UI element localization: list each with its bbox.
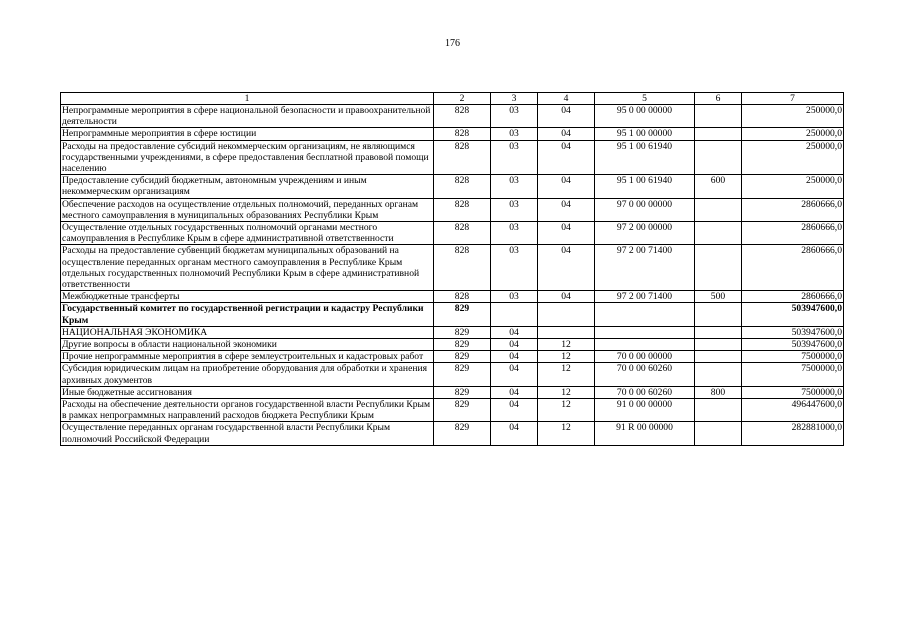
header-col-1: 1 [61, 93, 434, 105]
row-target-article-cell: 70 0 00 60260 [595, 363, 695, 386]
row-subsection-cell: 04 [538, 105, 595, 128]
row-admin-code-cell: 828 [434, 128, 491, 140]
row-target-article-cell: 97 0 00 00000 [595, 198, 695, 221]
row-expense-type-cell: 800 [695, 386, 742, 398]
row-section-cell: 04 [491, 326, 538, 338]
row-name-cell: Расходы на обеспечение деятельности органов государственной власти Республики Крым в рамках непрограммных направлений расходов бюджета Республики Крым [61, 399, 434, 422]
row-name-cell: Межбюджетные трансферты [61, 291, 434, 303]
row-section-cell: 03 [491, 175, 538, 198]
row-admin-code-cell: 829 [434, 399, 491, 422]
row-expense-type-cell [695, 326, 742, 338]
row-name-cell: Прочие непрограммные мероприятия в сфере землеустроительных и кадастровых работ [61, 351, 434, 363]
table-row [61, 351, 844, 363]
row-target-article-cell: 97 2 00 71400 [595, 245, 695, 291]
row-amount-cell: 503947600,0 [742, 339, 844, 351]
row-name-cell: Иные бюджетные ассигнования [61, 386, 434, 398]
row-subsection-cell: 12 [538, 399, 595, 422]
row-expense-type-cell [695, 222, 742, 245]
row-admin-code-cell: 828 [434, 175, 491, 198]
table-row [61, 326, 844, 338]
row-amount-cell: 503947600,0 [742, 326, 844, 338]
row-amount-cell: 2860666,0 [742, 245, 844, 291]
row-amount-cell: 503947600,0 [742, 303, 844, 326]
row-amount-cell: 250000,0 [742, 105, 844, 128]
row-subsection-cell: 04 [538, 175, 595, 198]
row-admin-code-cell: 828 [434, 198, 491, 221]
table-row [61, 386, 844, 398]
row-expense-type-cell [695, 105, 742, 128]
row-subsection-cell: 04 [538, 291, 595, 303]
budget-table [60, 92, 844, 446]
table-row [61, 422, 844, 445]
row-expense-type-cell [695, 303, 742, 326]
row-admin-code-cell: 829 [434, 422, 491, 445]
row-section-cell: 03 [491, 222, 538, 245]
row-amount-cell: 2860666,0 [742, 291, 844, 303]
row-expense-type-cell [695, 399, 742, 422]
table-row [61, 245, 844, 291]
row-subsection-cell: 04 [538, 222, 595, 245]
row-subsection-cell: 12 [538, 422, 595, 445]
row-amount-cell: 282881000,0 [742, 422, 844, 445]
table-row [61, 339, 844, 351]
row-admin-code-cell: 829 [434, 363, 491, 386]
row-name-cell: Другие вопросы в области национальной экономики [61, 339, 434, 351]
row-subsection-cell: 12 [538, 386, 595, 398]
row-admin-code-cell: 828 [434, 140, 491, 175]
row-subsection-cell: 04 [538, 245, 595, 291]
row-section-cell: 03 [491, 140, 538, 175]
row-section-cell: 04 [491, 422, 538, 445]
row-target-article-cell [595, 303, 695, 326]
row-admin-code-cell: 829 [434, 339, 491, 351]
row-section-cell: 03 [491, 105, 538, 128]
row-section-cell: 03 [491, 245, 538, 291]
row-subsection-cell: 04 [538, 140, 595, 175]
row-expense-type-cell [695, 351, 742, 363]
row-subsection-cell: 04 [538, 128, 595, 140]
row-amount-cell: 250000,0 [742, 175, 844, 198]
row-section-cell: 04 [491, 363, 538, 386]
row-target-article-cell: 97 2 00 00000 [595, 222, 695, 245]
row-name-cell: Субсидия юридическим лицам на приобретение оборудования для обработки и хранения архивных документов [61, 363, 434, 386]
row-amount-cell: 250000,0 [742, 128, 844, 140]
row-target-article-cell: 95 1 00 61940 [595, 175, 695, 198]
row-expense-type-cell: 500 [695, 291, 742, 303]
table-row [61, 140, 844, 175]
table-row [61, 222, 844, 245]
row-subsection-cell: 12 [538, 339, 595, 351]
row-name-cell: Осуществление отдельных государственных полномочий органами местного самоуправления в Республике Крым в сфере административной ответственности [61, 222, 434, 245]
row-amount-cell: 496447600,0 [742, 399, 844, 422]
row-amount-cell: 7500000,0 [742, 386, 844, 398]
row-section-cell: 04 [491, 339, 538, 351]
header-col-5: 5 [595, 93, 695, 105]
row-subsection-cell: 12 [538, 351, 595, 363]
row-target-article-cell [595, 339, 695, 351]
header-col-4: 4 [538, 93, 595, 105]
page-number: 176 [445, 38, 460, 49]
row-name-cell: Расходы на предоставление субсидий некоммерческим организациям, не являющимся государственными учреждениями, в сфере предоставления бесплатной правовой помощи населению [61, 140, 434, 175]
row-target-article-cell: 91 R 00 00000 [595, 422, 695, 445]
table-row [61, 198, 844, 221]
row-name-cell: Осуществление переданных органам государственной власти Республики Крым полномочий Российской Федерации [61, 422, 434, 445]
row-section-cell: 03 [491, 128, 538, 140]
row-admin-code-cell: 828 [434, 245, 491, 291]
row-name-cell: Непрограммные мероприятия в сфере национальной безопасности и правоохранительной деятельности [61, 105, 434, 128]
row-target-article-cell: 70 0 00 00000 [595, 351, 695, 363]
row-admin-code-cell: 828 [434, 291, 491, 303]
row-name-cell: Расходы на предоставление субвенций бюджетам муниципальных образований на осуществление переданных органам местного самоуправления в Республике Крым отдельных государственных полномочий Республики Крым в сфере административной ответственности [61, 245, 434, 291]
table-row [61, 303, 844, 326]
row-expense-type-cell [695, 245, 742, 291]
row-name-cell: Предоставление субсидий бюджетным, автономным учреждениям и иным некоммерческим организациям [61, 175, 434, 198]
row-section-cell [491, 303, 538, 326]
row-name-cell: Непрограммные мероприятия в сфере юстиции [61, 128, 434, 140]
row-target-article-cell: 95 0 00 00000 [595, 105, 695, 128]
row-target-article-cell: 70 0 00 60260 [595, 386, 695, 398]
row-target-article-cell: 97 2 00 71400 [595, 291, 695, 303]
row-amount-cell: 250000,0 [742, 140, 844, 175]
row-admin-code-cell: 829 [434, 351, 491, 363]
row-subsection-cell: 04 [538, 198, 595, 221]
row-target-article-cell: 91 0 00 00000 [595, 399, 695, 422]
row-amount-cell: 2860666,0 [742, 198, 844, 221]
row-expense-type-cell [695, 363, 742, 386]
header-col-2: 2 [434, 93, 491, 105]
table-row [61, 105, 844, 128]
row-name-cell: Государственный комитет по государственной регистрации и кадастру Республики Крым [61, 303, 434, 326]
row-section-cell: 04 [491, 351, 538, 363]
row-amount-cell: 7500000,0 [742, 363, 844, 386]
row-name-cell: Обеспечение расходов на осуществление отдельных полномочий, переданных органам местного самоуправления в муниципальных образованиях Республики Крым [61, 198, 434, 221]
row-target-article-cell: 95 1 00 00000 [595, 128, 695, 140]
row-section-cell: 04 [491, 399, 538, 422]
table-row [61, 363, 844, 386]
row-expense-type-cell [695, 198, 742, 221]
row-admin-code-cell: 828 [434, 222, 491, 245]
row-expense-type-cell [695, 339, 742, 351]
row-section-cell: 04 [491, 386, 538, 398]
row-name-cell: НАЦИОНАЛЬНАЯ ЭКОНОМИКА [61, 326, 434, 338]
row-section-cell: 03 [491, 291, 538, 303]
header-col-3: 3 [491, 93, 538, 105]
row-target-article-cell: 95 1 00 61940 [595, 140, 695, 175]
row-expense-type-cell: 600 [695, 175, 742, 198]
table-row [61, 291, 844, 303]
row-subsection-cell [538, 303, 595, 326]
row-amount-cell: 7500000,0 [742, 351, 844, 363]
table-row [61, 399, 844, 422]
row-admin-code-cell: 829 [434, 386, 491, 398]
row-admin-code-cell: 829 [434, 326, 491, 338]
row-expense-type-cell [695, 422, 742, 445]
row-expense-type-cell [695, 128, 742, 140]
row-admin-code-cell: 828 [434, 105, 491, 128]
row-target-article-cell [595, 326, 695, 338]
header-col-7: 7 [742, 93, 844, 105]
row-subsection-cell: 12 [538, 363, 595, 386]
row-expense-type-cell [695, 140, 742, 175]
row-admin-code-cell: 829 [434, 303, 491, 326]
row-amount-cell: 2860666,0 [742, 222, 844, 245]
row-section-cell: 03 [491, 198, 538, 221]
table-row [61, 175, 844, 198]
header-col-6: 6 [695, 93, 742, 105]
table-row [61, 128, 844, 140]
row-subsection-cell [538, 326, 595, 338]
header-row [61, 93, 844, 105]
